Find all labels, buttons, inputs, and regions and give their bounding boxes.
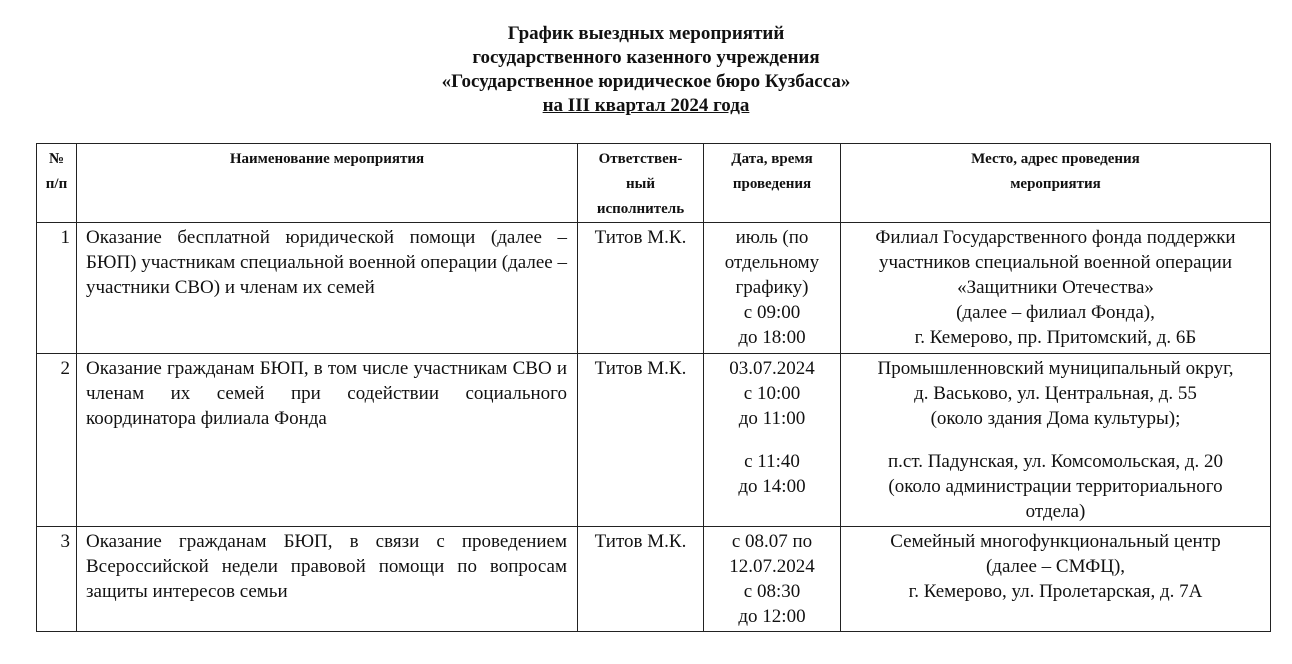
document-title — [0, 22, 1292, 118]
header-name: Наименование мероприятия — [77, 144, 578, 223]
event-date: июль (по отдельному графику) с 09:00 до 18:00 — [704, 223, 841, 354]
row-number: 3 — [37, 527, 77, 632]
header-num: № п/п — [37, 144, 77, 223]
title-line-4: на III квартал 2024 года — [542, 95, 750, 116]
schedule-table — [36, 143, 1271, 632]
title-line-2: государственного казенного учреждения — [472, 47, 820, 68]
table-row — [37, 354, 1271, 527]
event-name: Оказание бесплатной юридической помощи (далее – БЮП) участникам специальной военной операции (далее – участники СВО) и членам их семей — [77, 223, 578, 354]
table-row — [37, 527, 1271, 632]
event-place: Промышленновский муниципальный округ, д. Васьково, ул. Центральная, д. 55 (около здания Дома культуры); п.ст. Падунская, ул. Комсомольская, д. 20 (около администрации территориального отдела) — [841, 354, 1271, 527]
event-name: Оказание гражданам БЮП, в связи с проведением Всероссийской недели правовой помощи по вопросам защиты интересов семьи — [77, 527, 578, 632]
row-number: 2 — [37, 354, 77, 527]
event-place: Филиал Государственного фонда поддержки участников специальной военной операции «Защитники Отечества» (далее – филиал Фонда), г. Кемерово, пр. Притомский, д. 6Б — [841, 223, 1271, 354]
responsible-person: Титов М.К. — [578, 354, 704, 527]
event-place: Семейный многофункциональный центр (далее – СМФЦ), г. Кемерово, ул. Пролетарская, д. 7А — [841, 527, 1271, 632]
responsible-person: Титов М.К. — [578, 527, 704, 632]
header-resp: Ответствен- ный исполнитель — [578, 144, 704, 223]
responsible-person: Титов М.К. — [578, 223, 704, 354]
row-number: 1 — [37, 223, 77, 354]
event-name: Оказание гражданам БЮП, в том числе участникам СВО и членам их семей при содействии социального координатора филиала Фонда — [77, 354, 578, 527]
header-place: Место, адрес проведения мероприятия — [841, 144, 1271, 223]
title-line-1: График выездных мероприятий — [507, 23, 785, 44]
table-row — [37, 223, 1271, 354]
event-date: с 08.07 по 12.07.2024 с 08:30 до 12:00 — [704, 527, 841, 632]
table-header-row — [37, 144, 1271, 223]
header-date: Дата, время проведения — [704, 144, 841, 223]
event-date: 03.07.2024 с 10:00 до 11:00 с 11:40 до 14:00 — [704, 354, 841, 527]
title-line-3: «Государственное юридическое бюро Кузбасса» — [441, 71, 851, 92]
